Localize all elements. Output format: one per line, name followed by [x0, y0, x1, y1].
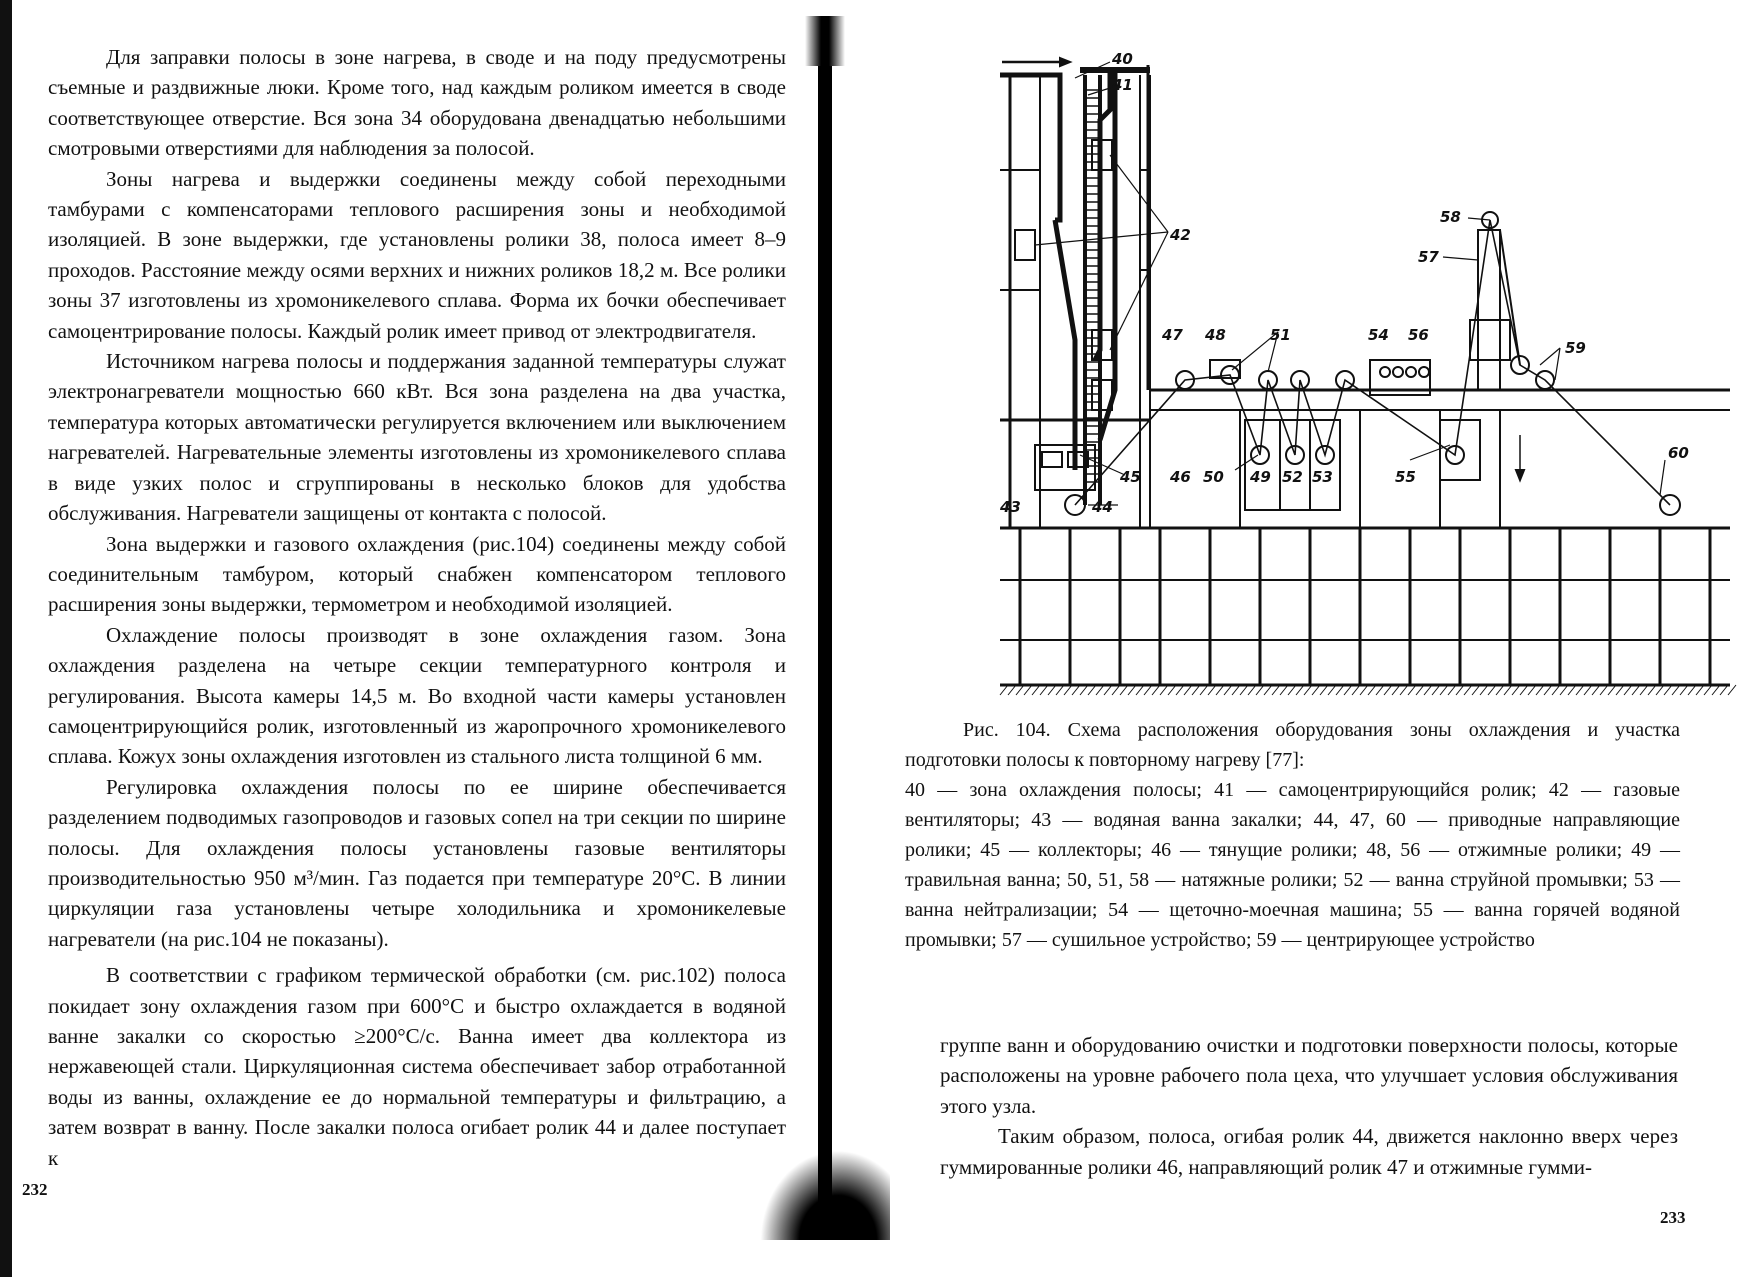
caption-title: Рис. 104. Схема расположения оборудования зоны охлаждения и участка подготовки полосы к повторному нагреву [77]:	[905, 719, 1680, 771]
figure-label: 51	[1270, 326, 1291, 344]
figure-label: 42	[1170, 226, 1191, 244]
left-page-text	[48, 42, 786, 1173]
paragraph: Регулировка охлаждения полосы по ее ширине обеспечивается разделением подводимых газопроводов и газовых сопел на три секции по ширине полосы. Для охлаждения полосы установлены газовые вентиляторы производительностью 950 м³/мин. Газ подается при температуре 20°С. В линии циркуляции газа установлены четыре холодильника и хромоникелевые нагреватели (на рис.104 не показаны).	[48, 774, 786, 951]
paragraph: Охлаждение полосы производят в зоне охлаждения газом. Зона охлаждения разделена на четыре секции температурного контроля и регулирования. Высота камеры 14,5 м. Во входной части камеры установлен самоцентрирующийся ролик, изготовленный из жаропрочного хромоникелевого сплава. Кожух зоны охлаждения изготовлен из стального листа толщиной 6 мм.	[48, 622, 786, 769]
page-number: 232	[22, 1180, 48, 1199]
paragraph: Для заправки полосы в зоне нагрева, в своде и на поду предусмотрены съемные и раздвижные люки. Кроме того, над каждым роликом имеется в своде соответствующее отверстие. Вся зона 34 оборудована двенадцатью небольшими смотровыми отверстиями для наблюдения за полосой.	[48, 45, 786, 161]
figure-label: 41	[1112, 76, 1133, 94]
figure-label: 56	[1408, 326, 1429, 344]
paragraph: группе ванн и оборудованию очистки и подготовки поверхности полосы, которые расположены на уровне рабочего пола цеха, что улучшает условия обслуживания этого узла.	[940, 1033, 1678, 1118]
figure-label: 60	[1668, 444, 1689, 462]
figure-label: 54	[1368, 326, 1389, 344]
figure-label: 40	[1112, 50, 1133, 68]
figure-label: 52	[1282, 468, 1303, 486]
paragraph: Источником нагрева полосы и поддержания заданной температуры служат электронагреватели мощностью 660 кВт. Вся зона разделена на два участка, температура которых автоматически регулируется включением или выключением нагревателей. Нагревательные элементы изготовлены из хромоникелевого сплава в виде узких полос и сгруппированы в несколько блоков для удобства обслуживания. Нагреватели защищены от контакта с полосой.	[48, 349, 786, 526]
figure-label: 46	[1170, 468, 1191, 486]
paragraph: Таким образом, полоса, огибая ролик 44, движется наклонно вверх через гуммированные ролики 46, направляющий ролик 47 и отжимные гумми-	[940, 1124, 1678, 1179]
figure-label: 44	[1092, 498, 1113, 516]
figure-label: 55	[1395, 468, 1416, 486]
right-page-text	[940, 1030, 1678, 1182]
figure-104-schematic	[1000, 50, 1740, 700]
paragraph: В соответствии с графиком термической обработки (см. рис.102) полоса покидает зону охлаждения газом при 600°С и быстро охлаждается в водяной ванне закалки со скоростью ≥200°С/с. Ванна имеет два коллектора из нержавеющей стали. Циркуляционная система обеспечивает забор отработанной воды из ванны, охлаждение ее до нормальной температуры и фильтрацию, а затем возврат в ванну. После закалки полоса огибает ролик 44 и далее поступает к	[48, 963, 786, 1170]
figure-label: 48	[1205, 326, 1226, 344]
paragraph: Зона выдержки и газового охлаждения (рис.104) соединены между собой соединительным тамбуром, который снабжен компенсатором теплового расширения зоны выдержки, термометром и необходимой изоляцией.	[48, 531, 786, 617]
figure-label: 47	[1162, 326, 1183, 344]
figure-label: 43	[1000, 498, 1021, 516]
figure-label: 45	[1120, 468, 1141, 486]
figure-label: 59	[1565, 339, 1586, 357]
figure-label: 57	[1418, 248, 1439, 266]
page-number: 233	[1660, 1208, 1686, 1227]
figure-label: 53	[1312, 468, 1333, 486]
figure-label: 49	[1250, 468, 1271, 486]
figure-label: 50	[1203, 468, 1224, 486]
figure-label: 58	[1440, 208, 1461, 226]
figure-caption	[905, 715, 1680, 955]
paragraph: Зоны нагрева и выдержки соединены между собой переходными тамбурами с компенсаторами теплового расширения зоны и необходимой изоляцией. В зоне выдержки, где установлены ролики 38, полоса имеет 8–9 проходов. Расстояние между осями верхних и нижних роликов 18,2 м. Все ролики зоны 37 изготовлены из хромоникелевого сплава. Форма их бочки обеспечивает самоцентрирование полосы. Каждый ролик имеет привод от электродвигателя.	[48, 166, 786, 343]
caption-legend: 40 — зона охлаждения полосы; 41 — самоцентрирующийся ролик; 42 — газовые вентиляторы; 43 — водяная ванна закалки; 44, 47, 60 — приводные направляющие ролики; 45 — коллекторы; 46 — тянущие ролики; 48, 56 — отжимные ролики; 49 — травильная ванна; 50, 51, 58 — натяжные ролики; 52 — ванна струйной промывки; 53 — ванна нейтрализации; 54 — щеточно-моечная машина; 55 — ванна горячей водяной промывки; 57 — сушильное устройство; 59 — центрирующее устройство	[905, 779, 1680, 951]
page-edge-shadow	[0, 0, 12, 1277]
equipment-diagram	[1000, 50, 1740, 700]
